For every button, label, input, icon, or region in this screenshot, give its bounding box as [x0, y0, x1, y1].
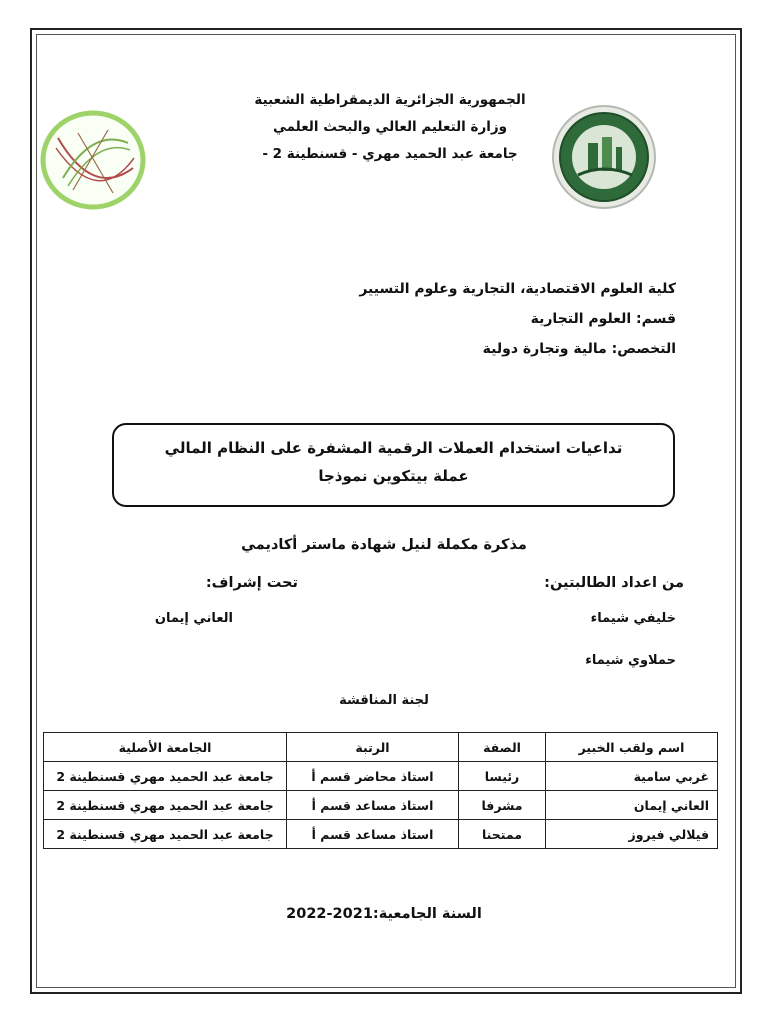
student-2: حملاوي شيماء	[585, 653, 676, 668]
faculty-name: كلية العلوم الاقتصادية، التجارية وعلوم التسيير	[359, 281, 676, 297]
header-name: اسم ولقب الخبير	[546, 733, 718, 762]
university-name: جامعة عبد الحميد مهري - قسنطينة 2 -	[262, 146, 518, 162]
academic-year: السنة الجامعية:2021-2022	[286, 906, 482, 922]
logo-ring	[43, 113, 143, 207]
cell-university: جامعة عبد الحميد مهري قسنطينة 2	[44, 791, 287, 820]
cell-role: مشرفا	[459, 791, 546, 820]
cell-name: العاني إيمان	[546, 791, 718, 820]
faculty-logo	[38, 108, 148, 212]
cell-name: غربي سامية	[546, 762, 718, 791]
header-role: الصفة	[459, 733, 546, 762]
committee-table	[43, 732, 718, 849]
thesis-subtitle: عملة بيتكوين نموذجا	[318, 467, 469, 485]
prepared-by-label: من اعداد الطالبتين:	[544, 575, 684, 591]
cell-rank: استاذ مساعد قسم أ	[287, 791, 459, 820]
cell-role: رئيسا	[459, 762, 546, 791]
table-row	[44, 820, 718, 849]
memo-description: مذكرة مكملة لنيل شهادة ماستر أكاديمي	[241, 537, 527, 553]
cell-university: جامعة عبد الحميد مهري قسنطينة 2	[44, 762, 287, 791]
republic-name: الجمهورية الجزائرية الديمقراطية الشعبية	[254, 92, 526, 108]
cell-rank: استاذ مساعد قسم أ	[287, 820, 459, 849]
cell-role: ممتحنا	[459, 820, 546, 849]
committee-label: لجنة المناقشة	[339, 693, 429, 708]
ministry-name: وزارة التعليم العالي والبحث العلمي	[272, 119, 508, 135]
cell-university: جامعة عبد الحميد مهري قسنطينة 2	[44, 820, 287, 849]
supervisor-label: تحت إشراف:	[205, 575, 298, 591]
table-row	[44, 762, 718, 791]
header-rank: الرتبة	[287, 733, 459, 762]
department-name: قسم: العلوم التجارية	[530, 311, 676, 327]
student-1: خليفي شيماء	[590, 611, 676, 626]
thesis-title-box	[112, 423, 675, 507]
cell-name: فيلالي فيروز	[546, 820, 718, 849]
supervisor-name: العاني إيمان	[154, 611, 233, 626]
header-university: الجامعة الأصلية	[44, 733, 287, 762]
specialty-name: التخصص: مالية وتجارة دولية	[482, 341, 676, 357]
cell-rank: استاذ محاضر قسم أ	[287, 762, 459, 791]
table-header-row	[44, 733, 718, 762]
table-row	[44, 791, 718, 820]
thesis-title: تداعيات استخدام العملات الرقمية المشفرة على النظام المالي	[164, 439, 623, 457]
